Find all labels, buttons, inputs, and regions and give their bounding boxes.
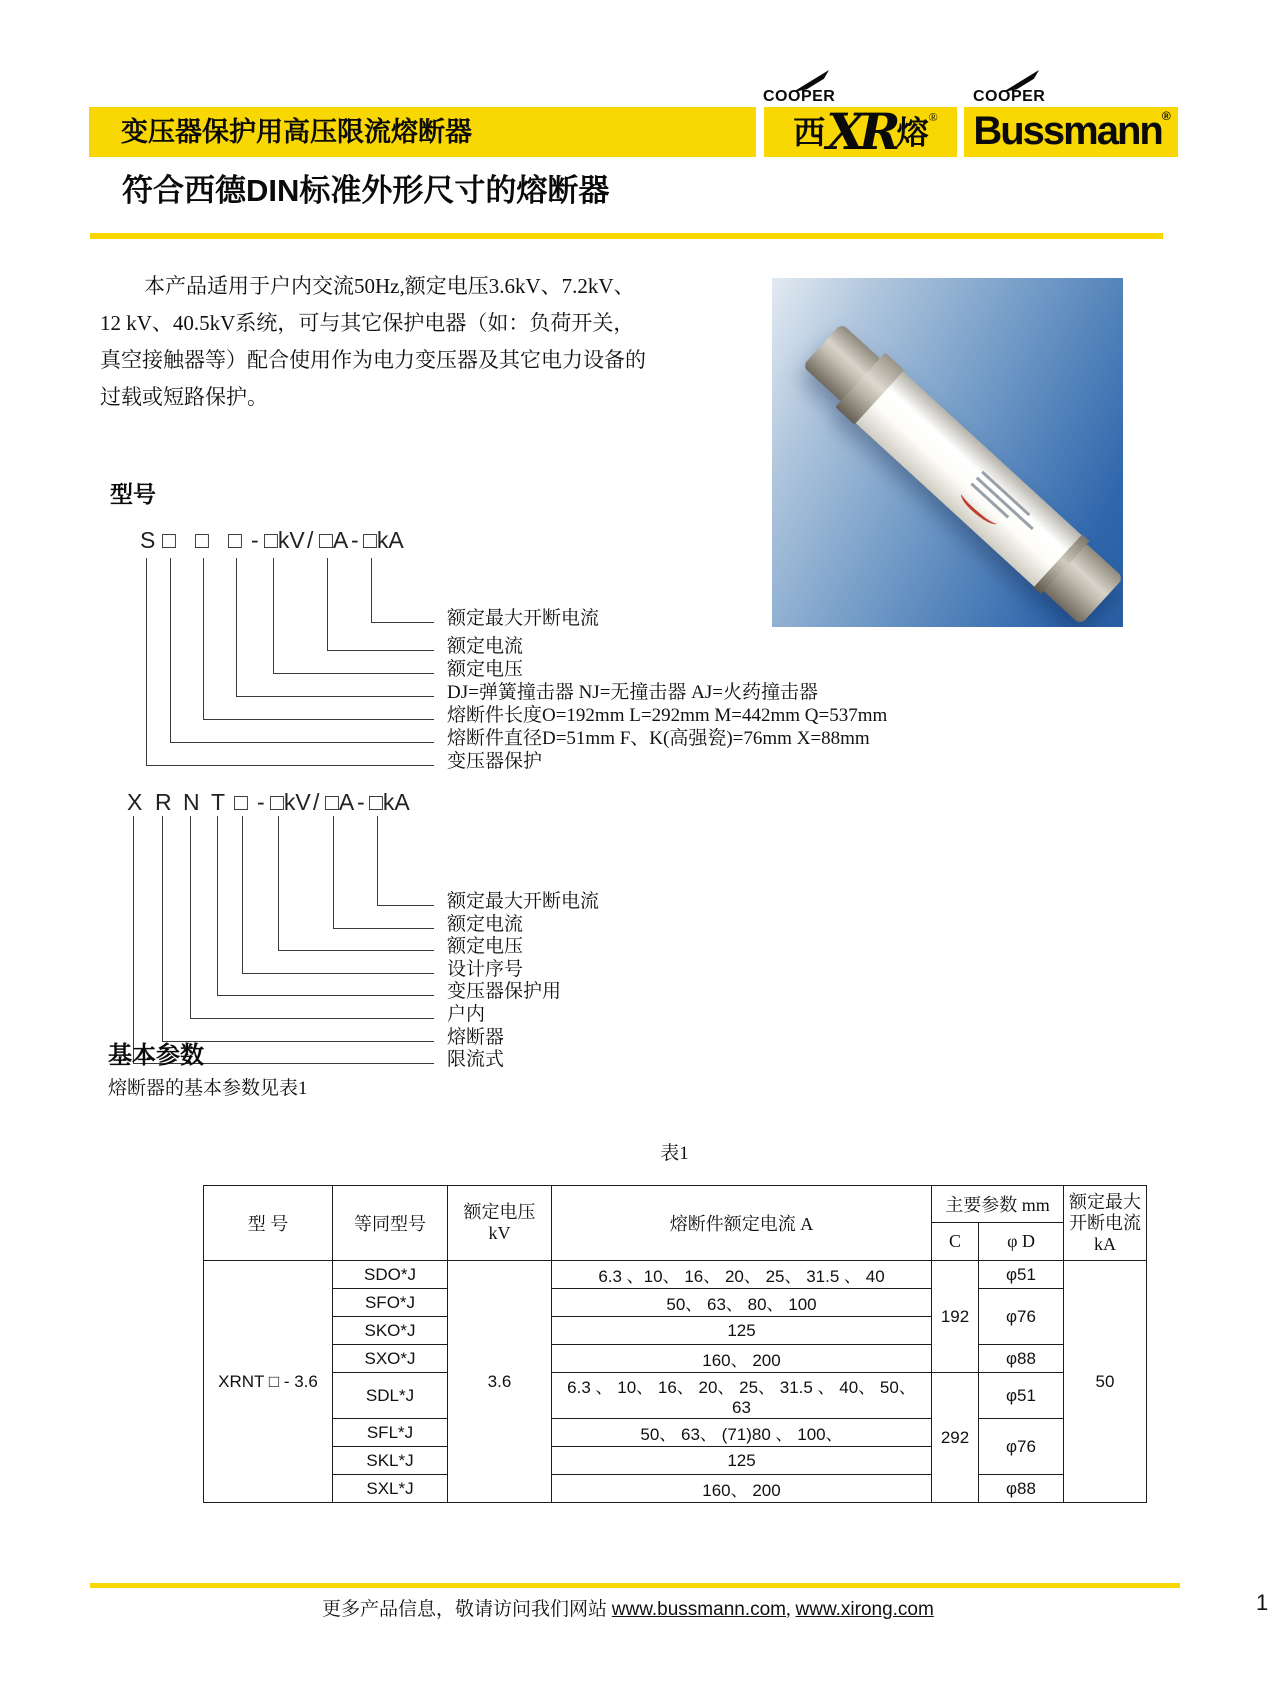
- col-header-equiv: 等同型号: [333, 1186, 448, 1261]
- cooper-logo: [973, 72, 1057, 106]
- table-cell: XRNT □ - 3.6: [204, 1261, 333, 1503]
- model-code-token: □: [195, 527, 209, 553]
- col-header-current: 熔断件额定电流 A: [552, 1186, 932, 1261]
- table-cell: 192: [932, 1261, 979, 1373]
- cooper-label: COOPER: [763, 88, 836, 105]
- table-cell: SKL*J: [333, 1447, 448, 1475]
- page-title: 符合西德DIN标准外形尺寸的熔断器: [122, 173, 610, 208]
- table-cell: SDL*J: [333, 1373, 448, 1419]
- diagram-label: 限流式: [447, 1049, 505, 1070]
- footer-rule: [90, 1583, 1180, 1588]
- section-heading-model: 型号: [110, 481, 156, 507]
- diagram-label: 熔断件长度O=192mm L=292mm M=442mm Q=537mm: [447, 705, 888, 726]
- footer-text: 更多产品信息，敬请访问我们网站 www.bussmann.com, www.xirong.com: [322, 1599, 934, 1620]
- table-cell: φ88: [979, 1475, 1064, 1503]
- table-cell: 160、 200: [552, 1475, 932, 1503]
- diagram-label: 变压器保护用: [447, 981, 562, 1002]
- diagram-label: 额定最大开断电流: [447, 891, 600, 912]
- table-row: [204, 1475, 1147, 1503]
- section-heading-params: 基本参数: [108, 1042, 204, 1069]
- diagram-label: 户内: [447, 1004, 486, 1025]
- cooper-label: COOPER: [973, 88, 1046, 105]
- model-code-token: T: [211, 789, 226, 815]
- model-code-token: □A: [325, 789, 355, 815]
- model-code-token: /: [307, 527, 314, 553]
- diagram-label: 额定电流: [447, 914, 524, 935]
- category-bar: [89, 107, 756, 157]
- table-cell: SXO*J: [333, 1345, 448, 1373]
- diagram-label: 额定电压: [447, 936, 524, 957]
- model-code-token: -: [251, 527, 259, 553]
- bussmann-logo-bar: [964, 107, 1178, 157]
- model-code-token: □: [162, 527, 176, 553]
- intro-line: 真空接触器等）配合使用作为电力变压器及其它电力设备的: [100, 348, 646, 372]
- table-row: [204, 1419, 1147, 1447]
- cooper-logo: [763, 72, 847, 106]
- xirong-logo: 西XR熔®: [793, 102, 938, 162]
- table-cell: SFO*J: [333, 1289, 448, 1317]
- diagram-connector: [146, 558, 434, 766]
- table-cell: φ51: [979, 1373, 1064, 1419]
- col-header-breaking: 额定最大 开断电流 kA: [1064, 1186, 1147, 1261]
- table-cell: 50、 63、 80、 100: [552, 1289, 932, 1317]
- model-code-token: □kV: [270, 789, 311, 815]
- table-row: [204, 1345, 1147, 1373]
- params-note: 熔断器的基本参数见表1: [108, 1078, 308, 1099]
- intro-line: 本产品适用于户内交流50Hz,额定电压3.6kV、7.2kV、: [144, 274, 635, 298]
- table-cell: 50、 63、 (71)80 、 100、: [552, 1419, 932, 1447]
- model-code-token: -: [357, 789, 365, 815]
- model-code-token: /: [313, 789, 320, 815]
- table-cell: 50: [1064, 1261, 1147, 1503]
- table-cell: φ76: [979, 1419, 1064, 1475]
- diagram-label: DJ=弹簧撞击器 NJ=无撞击器 AJ=火药撞击器: [447, 682, 818, 703]
- xirong-link[interactable]: www.xirong.com: [795, 1599, 934, 1620]
- table-cell: 6.3 、 10、 16、 20、 25、 31.5 、 40、 50、 63: [552, 1373, 932, 1419]
- parameters-table: [203, 1185, 1147, 1503]
- table-cell: φ88: [979, 1345, 1064, 1373]
- table-cell: 160、 200: [552, 1345, 932, 1373]
- table-cell: φ76: [979, 1289, 1064, 1345]
- table-cell: SKO*J: [333, 1317, 448, 1345]
- table-cell: 6.3 、10、 16、 20、 25、 31.5 、 40: [552, 1261, 932, 1289]
- table-caption: 表1: [660, 1143, 689, 1164]
- xirong-logo-bar: [764, 102, 957, 162]
- diagram-label: 设计序号: [447, 959, 524, 980]
- intro-line: 12 kV、40.5kV系统，可与其它保护电器（如：负荷开关，: [100, 311, 635, 335]
- diagram-label: 变压器保护: [447, 751, 543, 772]
- model-code-token: □kV: [264, 527, 305, 553]
- model-code-token: X: [127, 789, 143, 815]
- table-cell: φ51: [979, 1261, 1064, 1289]
- model-code-token: R: [155, 789, 172, 815]
- col-header-d: φ D: [979, 1223, 1064, 1261]
- table-cell: SXL*J: [333, 1475, 448, 1503]
- col-header-model: 型 号: [204, 1186, 333, 1261]
- col-header-main-params: 主要参数 mm: [932, 1186, 1064, 1223]
- table-cell: SFL*J: [333, 1419, 448, 1447]
- fuse-label: [957, 467, 1050, 558]
- product-photo: [772, 278, 1123, 627]
- model-code-token: N: [183, 789, 200, 815]
- page-number: 1: [1256, 1590, 1269, 1615]
- diagram-label: 额定电流: [447, 636, 524, 657]
- table-cell: 292: [932, 1373, 979, 1503]
- category-title: 变压器保护用高压限流熔断器: [121, 117, 472, 147]
- col-header-voltage: 额定电压 kV: [448, 1186, 552, 1261]
- diagram-label: 额定最大开断电流: [447, 608, 600, 629]
- table-row: [204, 1261, 1147, 1289]
- model-code-token: -: [351, 527, 359, 553]
- table-cell: SDO*J: [333, 1261, 448, 1289]
- intro-line: 过载或短路保护。: [100, 385, 268, 409]
- fuse-ceramic-tube: [856, 372, 1082, 587]
- diagram-label: 熔断件直径D=51mm F、K(高强瓷)=76mm X=88mm: [447, 728, 870, 749]
- table-cell: 3.6: [448, 1261, 552, 1503]
- title-underline: [90, 233, 1163, 239]
- model-code-token: □: [228, 527, 242, 553]
- model-code-token: S: [140, 527, 156, 553]
- table-cell: 125: [552, 1447, 932, 1475]
- intro-paragraph: [100, 268, 680, 416]
- bussmann-logo: Bussmann®: [973, 109, 1171, 153]
- fuse-image: [797, 317, 1123, 627]
- diagram-label: 额定电压: [447, 659, 524, 680]
- table-row: [204, 1289, 1147, 1317]
- model-code-token: □A: [319, 527, 349, 553]
- diagram-label: 熔断器: [447, 1027, 505, 1048]
- bussmann-link[interactable]: www.bussmann.com: [611, 1599, 786, 1620]
- diagram-connector: [133, 816, 434, 1064]
- model-code-token: □kA: [369, 789, 410, 815]
- table-cell: 125: [552, 1317, 932, 1345]
- model-code-token: -: [257, 789, 265, 815]
- col-header-c: C: [932, 1223, 979, 1261]
- model-code-token: □kA: [363, 527, 404, 553]
- table-row: [204, 1373, 1147, 1419]
- model-code-token: □: [234, 789, 248, 815]
